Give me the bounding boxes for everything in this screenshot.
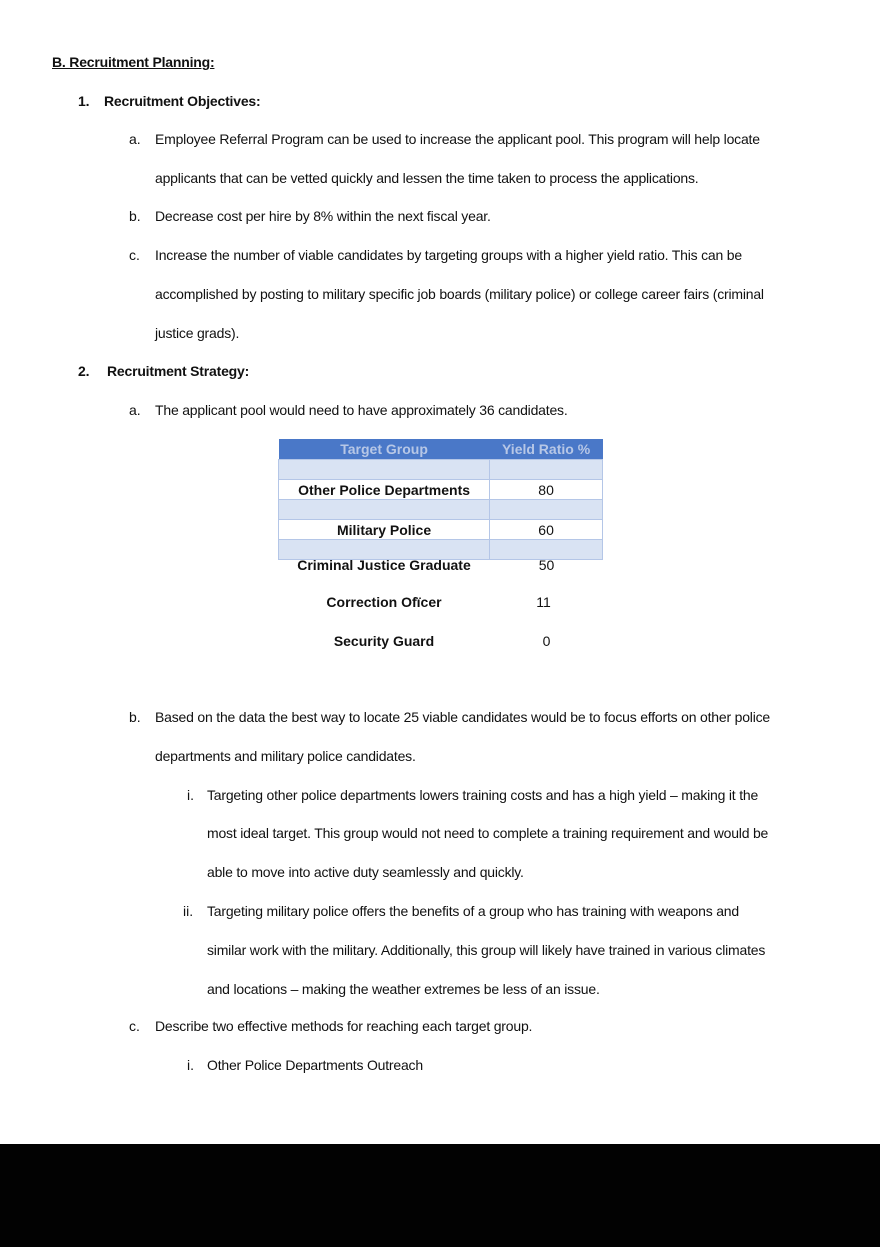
table-cell-ratio: 50 [538,557,555,573]
table-cell-group: Security Guard [333,633,435,649]
yield-ratio-table [278,439,603,560]
table-cell-group: Correction Ofïcer [326,594,442,610]
table-cell-group: Military Police [279,520,490,540]
item-1-title: Recruitment Objectives: [104,93,261,109]
band-cell [490,460,603,480]
strat-b-i-line-1: Targeting other police departments lowers training costs and has a high yield – making it the [207,787,759,803]
strat-b-i-line-3: able to move into active duty seamlessly and quickly. [207,864,524,880]
item-2-title: Recruitment Strategy: [107,363,250,379]
strat-b-ii-marker: ii. [183,903,194,919]
strat-a-marker: a. [129,402,141,418]
section-heading: B. Recruitment Planning: [52,54,215,70]
header-yield-ratio: Yield Ratio % [490,439,603,460]
strat-b-line-2: departments and military police candidates. [155,748,416,764]
strat-c-marker: c. [129,1018,140,1034]
header-target-group: Target Group [279,439,490,460]
strat-c-line-1: Describe two effective methods for reaching each target group. [155,1018,533,1034]
strat-b-i-marker: i. [187,787,194,803]
obj-b-marker: b. [129,208,141,224]
table-cell-ratio: 80 [490,480,603,500]
table-cell-group: Criminal Justice Graduate [297,557,471,573]
table-cell-group: Other Police Departments [279,480,490,500]
obj-c-marker: c. [129,247,140,263]
band-cell [490,500,603,520]
item-2-number: 2. [78,363,90,379]
table-cell-ratio: 60 [490,520,603,540]
item-1-number: 1. [78,93,90,109]
obj-a-line-2: applicants that can be vetted quickly and lessen the time taken to process the applications. [155,170,699,186]
table-cell-ratio: 11 [536,594,551,610]
obj-c-line-2: accomplished by posting to military specific job boards (military police) or college career fairs (criminal [155,286,764,302]
obj-b-line-1: Decrease cost per hire by 8% within the next fiscal year. [155,208,491,224]
bottom-black-bar [0,1144,880,1247]
table-cell-ratio: 0 [542,633,551,649]
strat-c-i-marker: i. [187,1057,194,1073]
band-cell [279,460,490,480]
strat-c-i-line-1: Other Police Departments Outreach [207,1057,423,1073]
strat-b-marker: b. [129,709,141,725]
obj-a-marker: a. [129,131,141,147]
strat-a-line-1: The applicant pool would need to have approximately 36 candidates. [155,402,568,418]
strat-b-ii-line-2: similar work with the military. Additionally, this group will likely have trained in various climates [207,942,766,958]
strat-b-ii-line-1: Targeting military police offers the benefits of a group who has training with weapons and [207,903,739,919]
obj-c-line-3: justice grads). [155,325,240,341]
obj-a-line-1: Employee Referral Program can be used to increase the applicant pool. This program will help locate [155,131,760,147]
obj-c-line-1: Increase the number of viable candidates by targeting groups with a higher yield ratio. This can be [155,247,742,263]
band-cell [279,500,490,520]
strat-b-ii-line-3: and locations – making the weather extremes be less of an issue. [207,981,600,997]
strat-b-line-1: Based on the data the best way to locate 25 viable candidates would be to focus efforts on other police [155,709,771,725]
strat-b-i-line-2: most ideal target. This group would not need to complete a training requirement and would be [207,825,769,841]
